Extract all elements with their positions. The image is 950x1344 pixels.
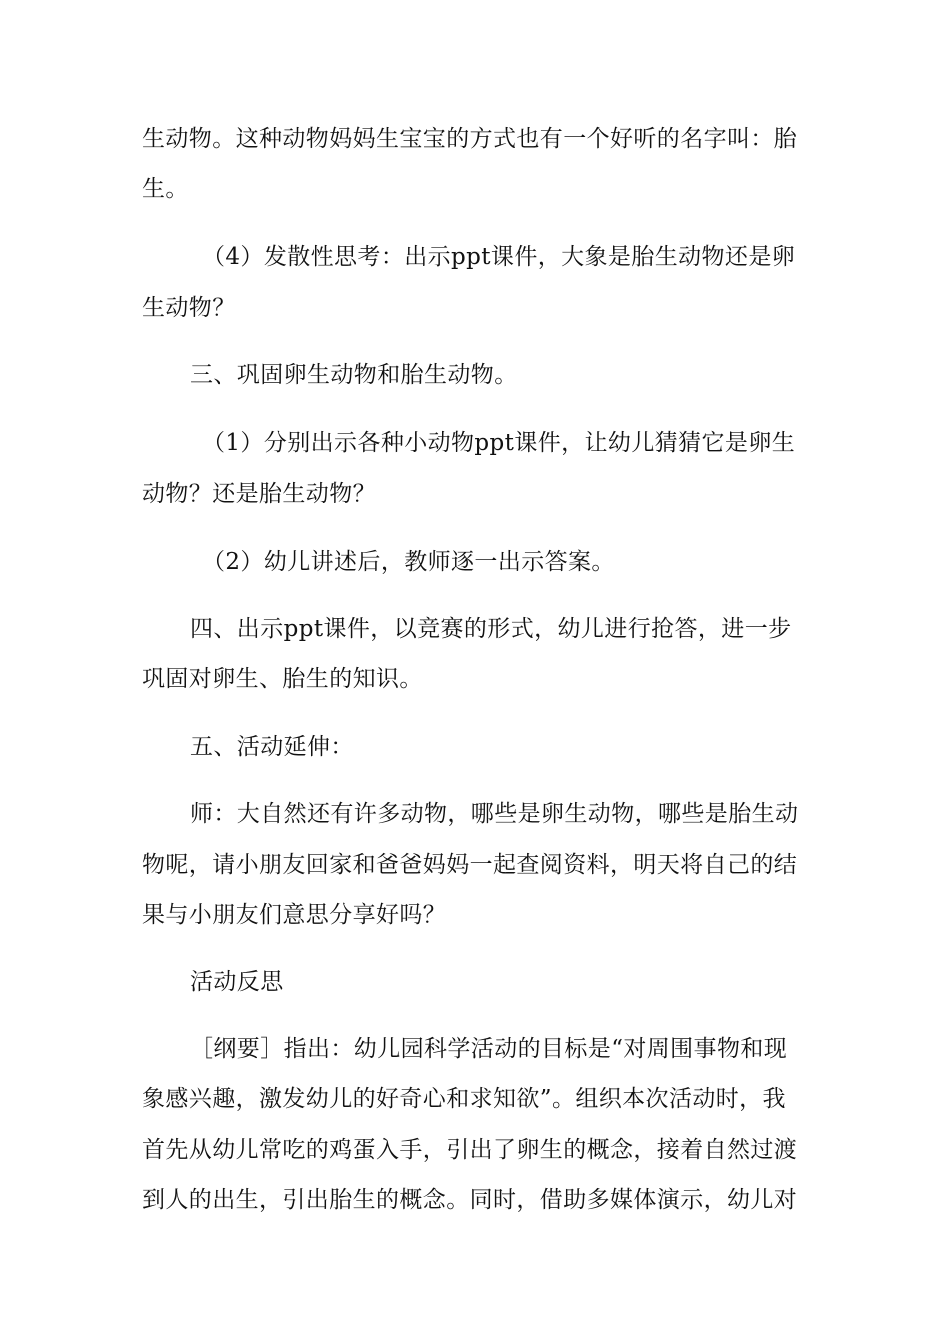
section-heading: 五、活动延伸： [190,734,354,760]
paragraph-line: ［纲要］指出：幼儿园科学活动的目标是“对周围事物和现 [190,1036,788,1062]
paragraph-line: （1）分别出示各种小动物ppt课件，让幼儿猜猜它是卵生 [202,430,796,456]
paragraph-line: 生动物？ [142,295,236,321]
paragraph-line: 象感兴趣，激发幼儿的好奇心和求知欲”。组织本次活动时，我 [142,1086,786,1112]
paragraph-line: 师：大自然还有许多动物，哪些是卵生动物，哪些是胎生动 [190,801,799,827]
paragraph-line: 动物？还是胎生动物？ [142,481,376,507]
paragraph-line: （2）幼儿讲述后，教师逐一出示答案。 [202,549,615,575]
paragraph-line: 首先从幼儿常吃的鸡蛋入手，引出了卵生的概念，接着自然过渡 [142,1137,798,1163]
paragraph-line: 巩固对卵生、胎生的知识。 [142,666,423,692]
paragraph-line: 果与小朋友们意思分享好吗？ [142,902,447,928]
section-heading: 活动反思 [190,969,284,995]
paragraph-line: 到人的出生，引出胎生的概念。同时，借助多媒体演示，幼儿对 [142,1187,798,1213]
section-heading: 四、出示ppt课件，以竞赛的形式，幼儿进行抢答，进一步 [190,616,792,642]
paragraph-line: 生动物。这种动物妈妈生宝宝的方式也有一个好听的名字叫：胎 [142,126,798,152]
paragraph-line: 物呢，请小朋友回家和爸爸妈妈一起查阅资料，明天将自己的结 [142,852,798,878]
paragraph-line: 生。 [142,176,189,202]
paragraph-line: （4）发散性思考：出示ppt课件，大象是胎生动物还是卵 [202,244,796,270]
section-heading: 三、巩固卵生动物和胎生动物。 [190,362,518,388]
